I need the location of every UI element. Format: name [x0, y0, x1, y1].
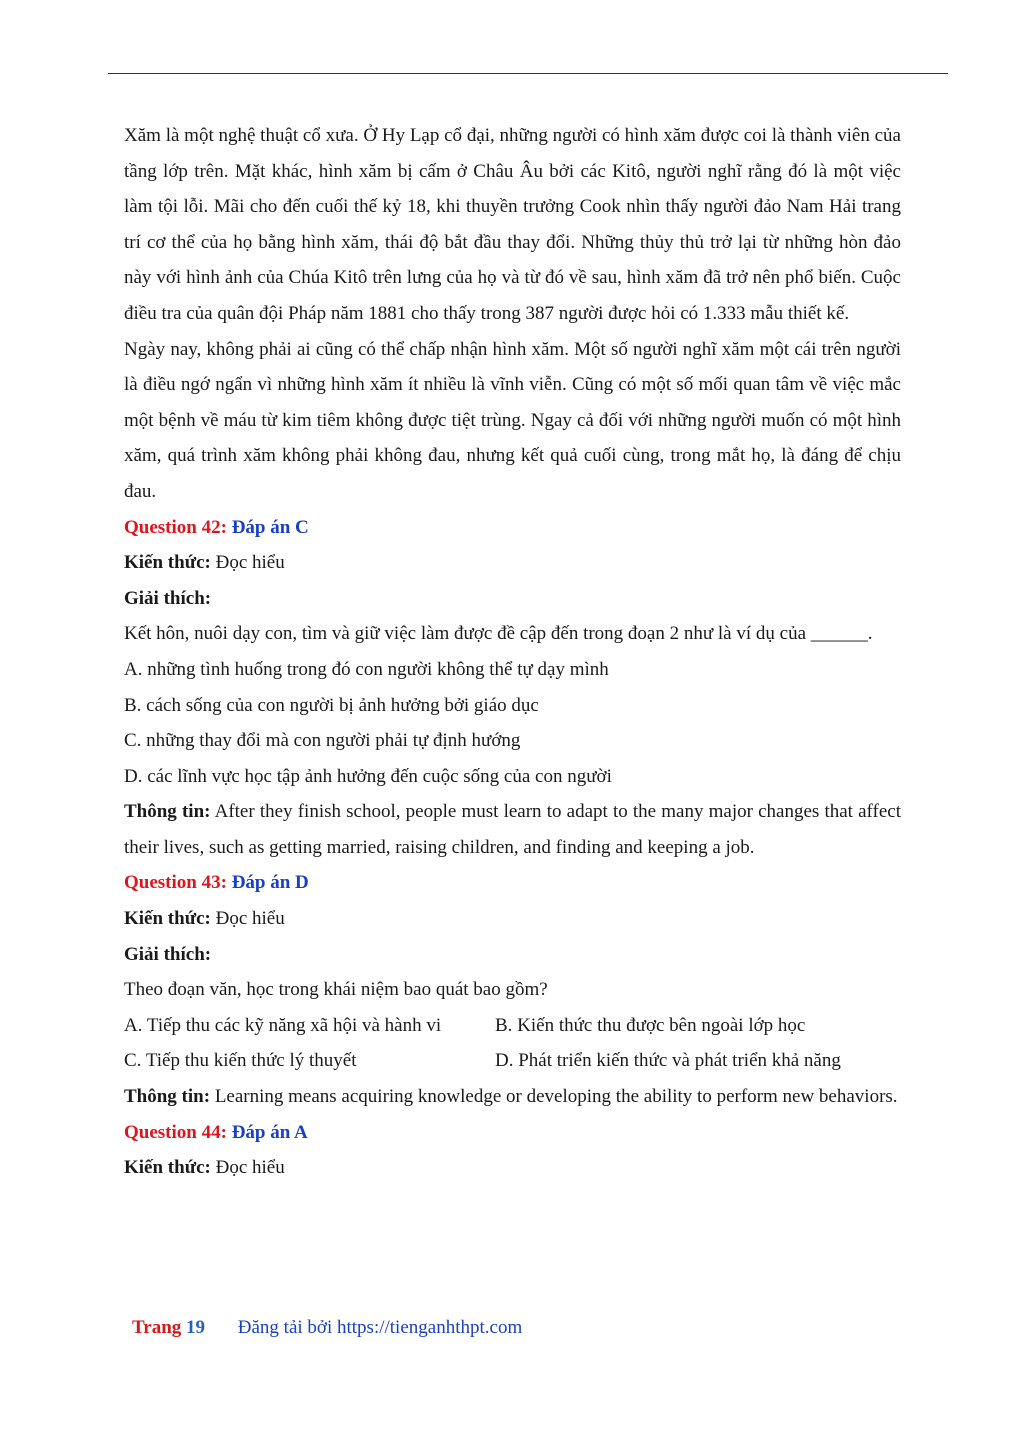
question-43-options-row-1	[124, 1008, 901, 1044]
question-42-option-b: B. cách sống của con người bị ảnh hưởng bởi giáo dục	[124, 694, 539, 716]
question-43-info	[124, 1079, 901, 1115]
page-footer	[132, 1314, 522, 1342]
passage-paragraph-1: Xăm là một nghệ thuật cổ xưa. Ở Hy Lạp cổ đại, những người có hình xăm được coi là thành viên của tầng lớp trên. Mặt khác, hình xăm bị cấm ở Châu Âu bởi các Kitô, người nghĩ rằng đó là một việc làm tội lỗi. Mãi cho đến cuối thế kỷ 18, khi thuyền trưởng Cook nhìn thấy người đảo Nam Hải trang trí cơ thể của họ bằng hình xăm, thái độ bắt đầu thay đổi. Những thủy thủ trở lại từ những hòn đảo này với hình ảnh của Chúa Kitô trên lưng của họ và từ đó về sau, hình xăm đã trở nên phổ biến. Cuộc điều tra của quân đội Pháp năm 1881 cho thấy trong 387 người được hỏi có 1.333 mẫu thiết kế.	[124, 125, 901, 324]
question-43-option-c: C. Tiếp thu kiến thức lý thuyết	[124, 1050, 357, 1072]
question-42-option-a: A. những tình huống trong đó con người không thể tự dạy mình	[124, 658, 609, 680]
question-43-option-b: B. Kiến thức thu được bên ngoài lớp học	[495, 1014, 806, 1036]
question-42-option-c: C. những thay đổi mà con người phải tự định hướng	[124, 730, 521, 752]
question-42-explanation-label: Giải thích:	[124, 587, 212, 609]
knowledge-value: Đọc hiểu	[215, 908, 285, 930]
upload-link[interactable]: Đăng tải bởi https://tienganhthpt.com	[237, 1317, 523, 1338]
question-44-heading	[124, 1115, 901, 1151]
question-42-answer: Đáp án C	[231, 516, 309, 538]
question-43-label: Question 43:	[124, 872, 227, 894]
question-42-option-d: D. các lĩnh vực học tập ảnh hưởng đến cuộc sống của con người	[124, 765, 612, 787]
question-42-heading	[124, 510, 901, 546]
knowledge-label: Kiến thức:	[124, 1157, 211, 1179]
question-42-label: Question 42:	[124, 516, 227, 538]
page-label: Trang	[132, 1317, 182, 1338]
question-42-prompt: Kết hôn, nuôi dạy con, tìm và giữ việc làm được đề cập đến trong đoạn 2 như là ví dụ của ______.	[124, 623, 873, 645]
page-content	[124, 118, 901, 1186]
knowledge-label: Kiến thức:	[124, 908, 211, 930]
knowledge-value: Đọc hiểu	[215, 1157, 285, 1179]
question-43-options-row-2	[124, 1043, 901, 1079]
header-rule	[108, 73, 948, 74]
info-text: Learning means acquiring knowledge or developing the ability to perform new behaviors.	[214, 1086, 898, 1108]
question-43-heading	[124, 865, 901, 901]
knowledge-value: Đọc hiểu	[215, 552, 285, 574]
question-43-answer: Đáp án D	[231, 872, 309, 894]
question-43-explanation-label: Giải thích:	[124, 943, 212, 965]
info-label: Thông tin:	[124, 801, 211, 823]
page-number: 19	[186, 1317, 206, 1338]
question-43-knowledge	[124, 901, 901, 937]
info-label: Thông tin:	[124, 1086, 211, 1108]
question-43-prompt: Theo đoạn văn, học trong khái niệm bao quát bao gồm?	[124, 979, 548, 1001]
question-44-answer: Đáp án A	[231, 1121, 308, 1143]
question-44-label: Question 44:	[124, 1121, 227, 1143]
question-42-knowledge	[124, 545, 901, 581]
question-42-info	[124, 794, 901, 865]
info-text: After they finish school, people must learn to adapt to the many major changes that affect their lives, such as getting married, raising children, and finding and keeping a job.	[124, 801, 901, 858]
passage-paragraph-2: Ngày nay, không phải ai cũng có thể chấp nhận hình xăm. Một số người nghĩ xăm một cái trên người là điều ngớ ngẩn vì những hình xăm ít nhiều là vĩnh viễn. Cũng có một số mối quan tâm về việc mắc một bệnh về máu từ kim tiêm không được tiệt trùng. Ngay cả đối với những người muốn có một hình xăm, quá trình xăm không phải không đau, nhưng kết quả cuối cùng, trong mắt họ, là đáng để chịu đau.	[124, 338, 901, 502]
question-43-option-a: A. Tiếp thu các kỹ năng xã hội và hành vi	[124, 1014, 442, 1036]
knowledge-label: Kiến thức:	[124, 552, 211, 574]
question-43-option-d: D. Phát triển kiến thức và phát triển khả năng	[495, 1050, 841, 1072]
question-44-knowledge	[124, 1150, 901, 1186]
